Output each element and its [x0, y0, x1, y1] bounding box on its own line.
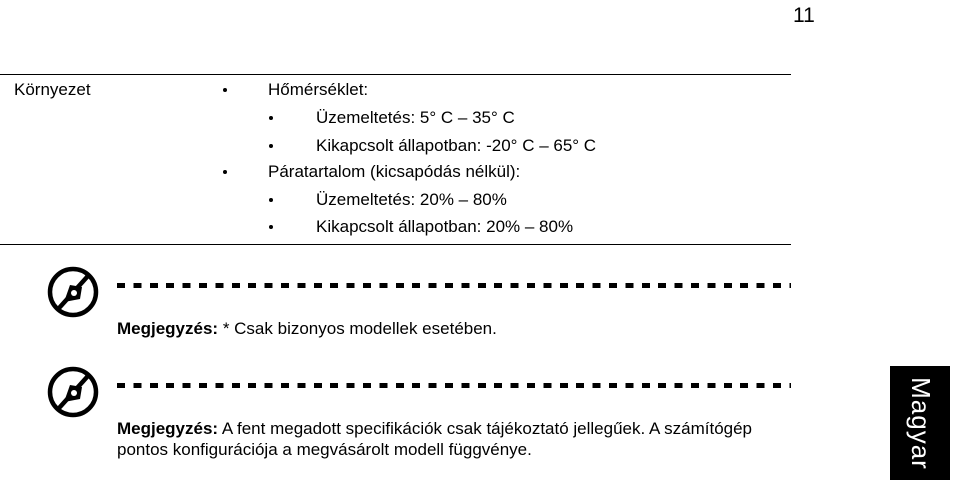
note-body: * Csak bizonyos modellek esetében. — [218, 319, 497, 338]
bullet-icon — [269, 225, 273, 229]
language-tab — [890, 366, 950, 480]
note-pen-icon — [47, 266, 99, 318]
table-top-rule — [0, 74, 791, 75]
language-tab-label: Magyar — [905, 376, 936, 470]
spec-line-temperature: Hőmérséklet: — [268, 80, 369, 99]
note-text — [117, 318, 797, 339]
bullet-icon — [223, 88, 227, 92]
bullet-icon — [269, 116, 273, 120]
note-label: Megjegyzés: — [117, 319, 219, 338]
note-label: Megjegyzés: — [117, 419, 219, 438]
spec-line-humidity-operating: Üzemeltetés: 20% – 80% — [316, 190, 507, 209]
note-pen-icon — [47, 366, 99, 418]
page-number: 11 — [793, 4, 815, 27]
note-divider — [117, 383, 791, 388]
spec-line-humidity: Páratartalom (kicsapódás nélkül): — [268, 162, 521, 181]
note-body: A fent megadott specifikációk csak tájékoztató jellegűek. A számítógép pontos konfigurációja a megvásárolt modell függvénye. — [117, 419, 753, 459]
spec-line-humidity-off: Kikapcsolt állapotban: 20% – 80% — [316, 217, 574, 236]
bullet-icon — [269, 198, 273, 202]
note-divider — [117, 283, 791, 288]
spec-line-temp-operating: Üzemeltetés: 5° C – 35° C — [316, 108, 515, 127]
table-bottom-rule — [0, 244, 791, 245]
spec-line-temp-off: Kikapcsolt állapotban: -20° C – 65° C — [316, 136, 597, 155]
note-text — [117, 418, 797, 460]
bullet-icon — [223, 170, 227, 174]
bullet-icon — [269, 144, 273, 148]
spec-label: Környezet — [14, 80, 91, 99]
